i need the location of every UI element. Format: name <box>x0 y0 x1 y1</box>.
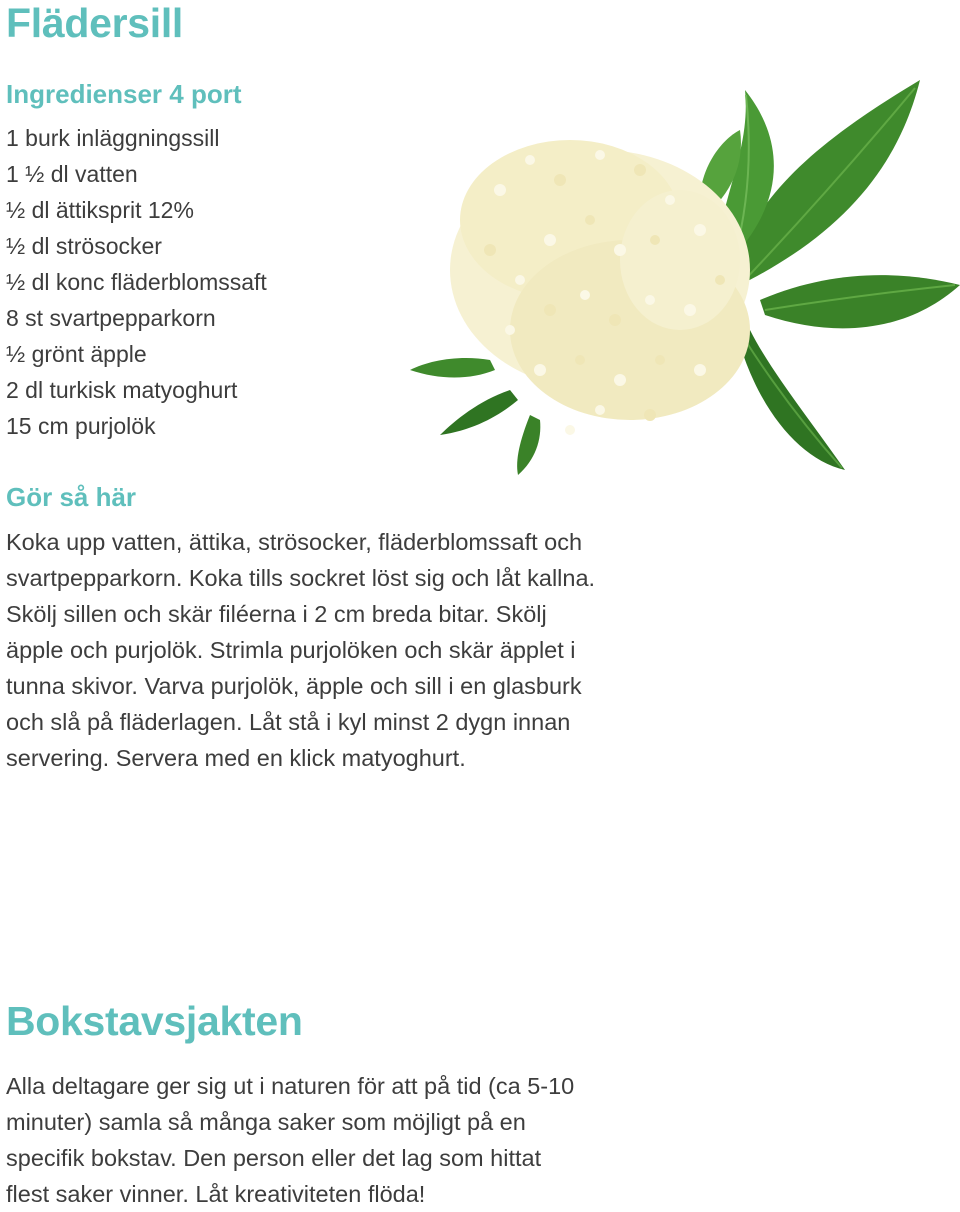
ingredient-item: 15 cm purjolök <box>6 413 156 439</box>
elderflower-image <box>400 70 960 490</box>
ingredient-item: 1 burk inläggningssill <box>6 125 220 151</box>
game-title: Bokstavsjakten <box>6 998 303 1044</box>
ingredient-item: ½ dl strösocker <box>6 233 162 259</box>
method-line: äpple och purjolök. Strimla purjolöken och skär äpplet i <box>6 637 576 663</box>
ingredient-item: ½ dl konc fläderblomssaft <box>6 269 267 295</box>
game-line: minuter) samla så många saker som möjligt på en <box>6 1109 526 1135</box>
game-line: Alla deltagare ger sig ut i naturen för att på tid (ca 5-10 <box>6 1073 575 1099</box>
method-line: tunna skivor. Varva purjolök, äpple och sill i en glasburk <box>6 673 582 699</box>
ingredient-item: 8 st svartpepparkorn <box>6 305 216 331</box>
ingredient-item: 2 dl turkisk matyoghurt <box>6 377 238 403</box>
game-line: flest saker vinner. Låt kreativiteten flöda! <box>6 1181 426 1207</box>
method-heading: Gör så här <box>6 482 137 512</box>
recipe-title: Flädersill <box>6 0 184 46</box>
game-line: specifik bokstav. Den person eller det lag som hittat <box>6 1145 542 1171</box>
ingredients-heading: Ingredienser 4 port <box>6 79 242 109</box>
ingredient-item: ½ grönt äpple <box>6 341 147 367</box>
game-text <box>6 1068 574 1212</box>
method-line: och slå på fläderlagen. Låt stå i kyl minst 2 dygn innan <box>6 709 571 735</box>
ingredient-list <box>6 120 267 444</box>
method-line: Skölj sillen och skär filéerna i 2 cm breda bitar. Skölj <box>6 601 547 627</box>
method-line: svartpepparkorn. Koka tills sockret löst sig och låt kallna. <box>6 565 596 591</box>
method-line: Koka upp vatten, ättika, strösocker, fläderblomssaft och <box>6 529 583 555</box>
ingredient-item: 1 ½ dl vatten <box>6 161 138 187</box>
ingredient-item: ½ dl ättiksprit 12% <box>6 197 194 223</box>
method-line: servering. Servera med en klick matyoghurt. <box>6 745 466 771</box>
method-text <box>6 524 595 776</box>
